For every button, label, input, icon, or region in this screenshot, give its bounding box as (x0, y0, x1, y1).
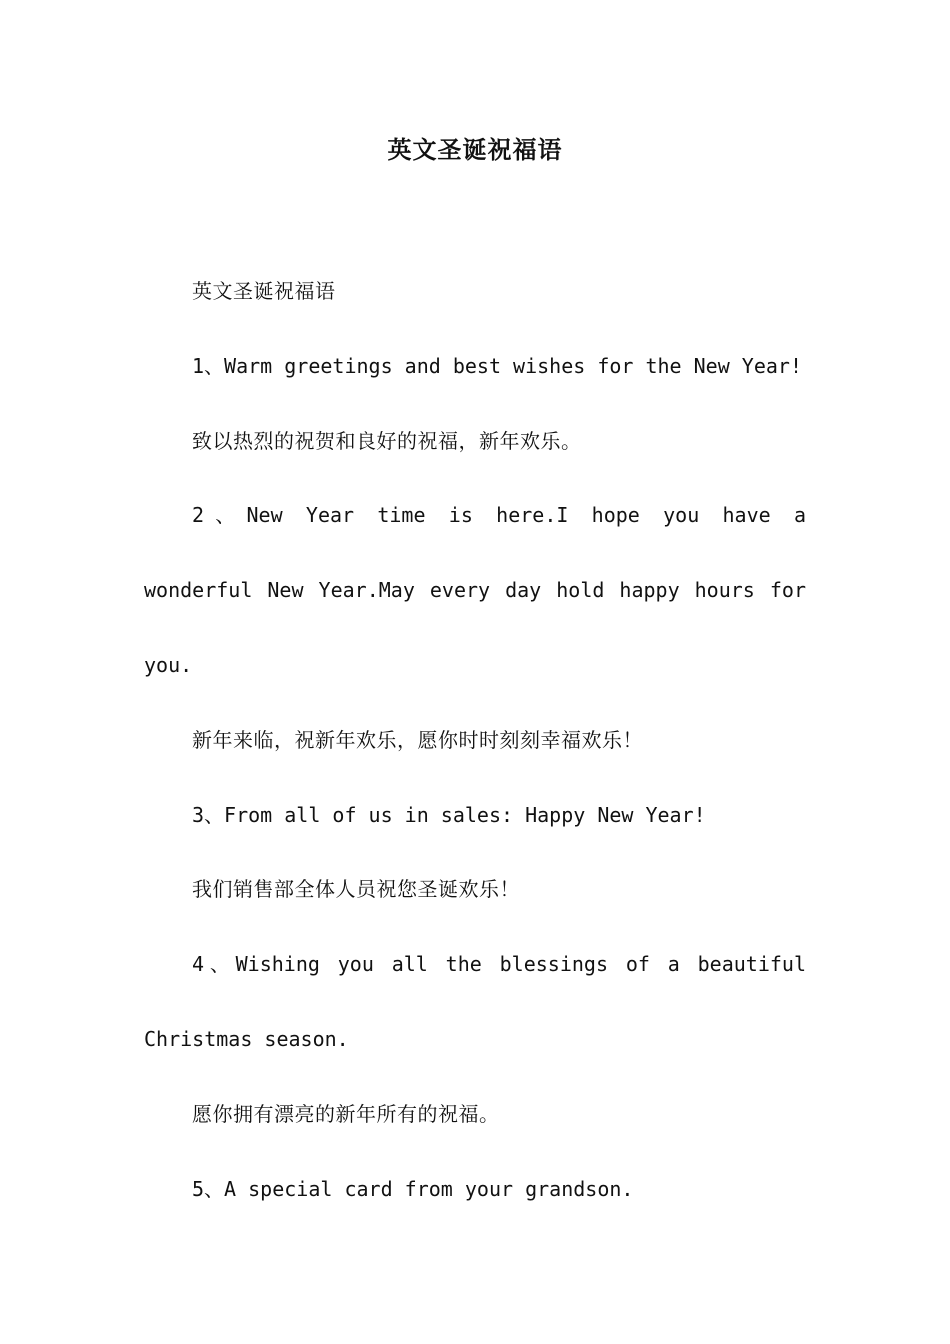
paragraph-greeting-1-en: 1、Warm greetings and best wishes for the New Year! (192, 353, 803, 378)
paragraph-greeting-1-zh: 致以热烈的祝贺和良好的祝福，新年欢乐。 (192, 428, 582, 453)
paragraph-greeting-5-en: 5、A special card from your grandson. (192, 1176, 634, 1201)
paragraph-greeting-4-en: 4、Wishing you all the blessings of a beautiful Christmas season. (144, 952, 806, 1051)
paragraph-greeting-3-en: 3、From all of us in sales: Happy New Year! (192, 802, 706, 827)
paragraph-greeting-2-zh: 新年来临，祝新年欢乐，愿你时时刻刻幸福欢乐！ (192, 727, 643, 752)
paragraph-greeting-2-en: 2、New Year time is here.I hope you have a wonderful New Year.May every day hold happy hours for you. (144, 503, 806, 677)
paragraph-subtitle: 英文圣诞祝福语 (192, 279, 336, 303)
document-body (144, 254, 806, 1226)
document-title: 英文圣诞祝福语 (387, 135, 563, 164)
paragraph-greeting-3-zh: 我们销售部全体人员祝您圣诞欢乐！ (192, 877, 520, 902)
paragraph-greeting-4-zh: 愿你拥有漂亮的新年所有的祝福。 (192, 1101, 500, 1126)
